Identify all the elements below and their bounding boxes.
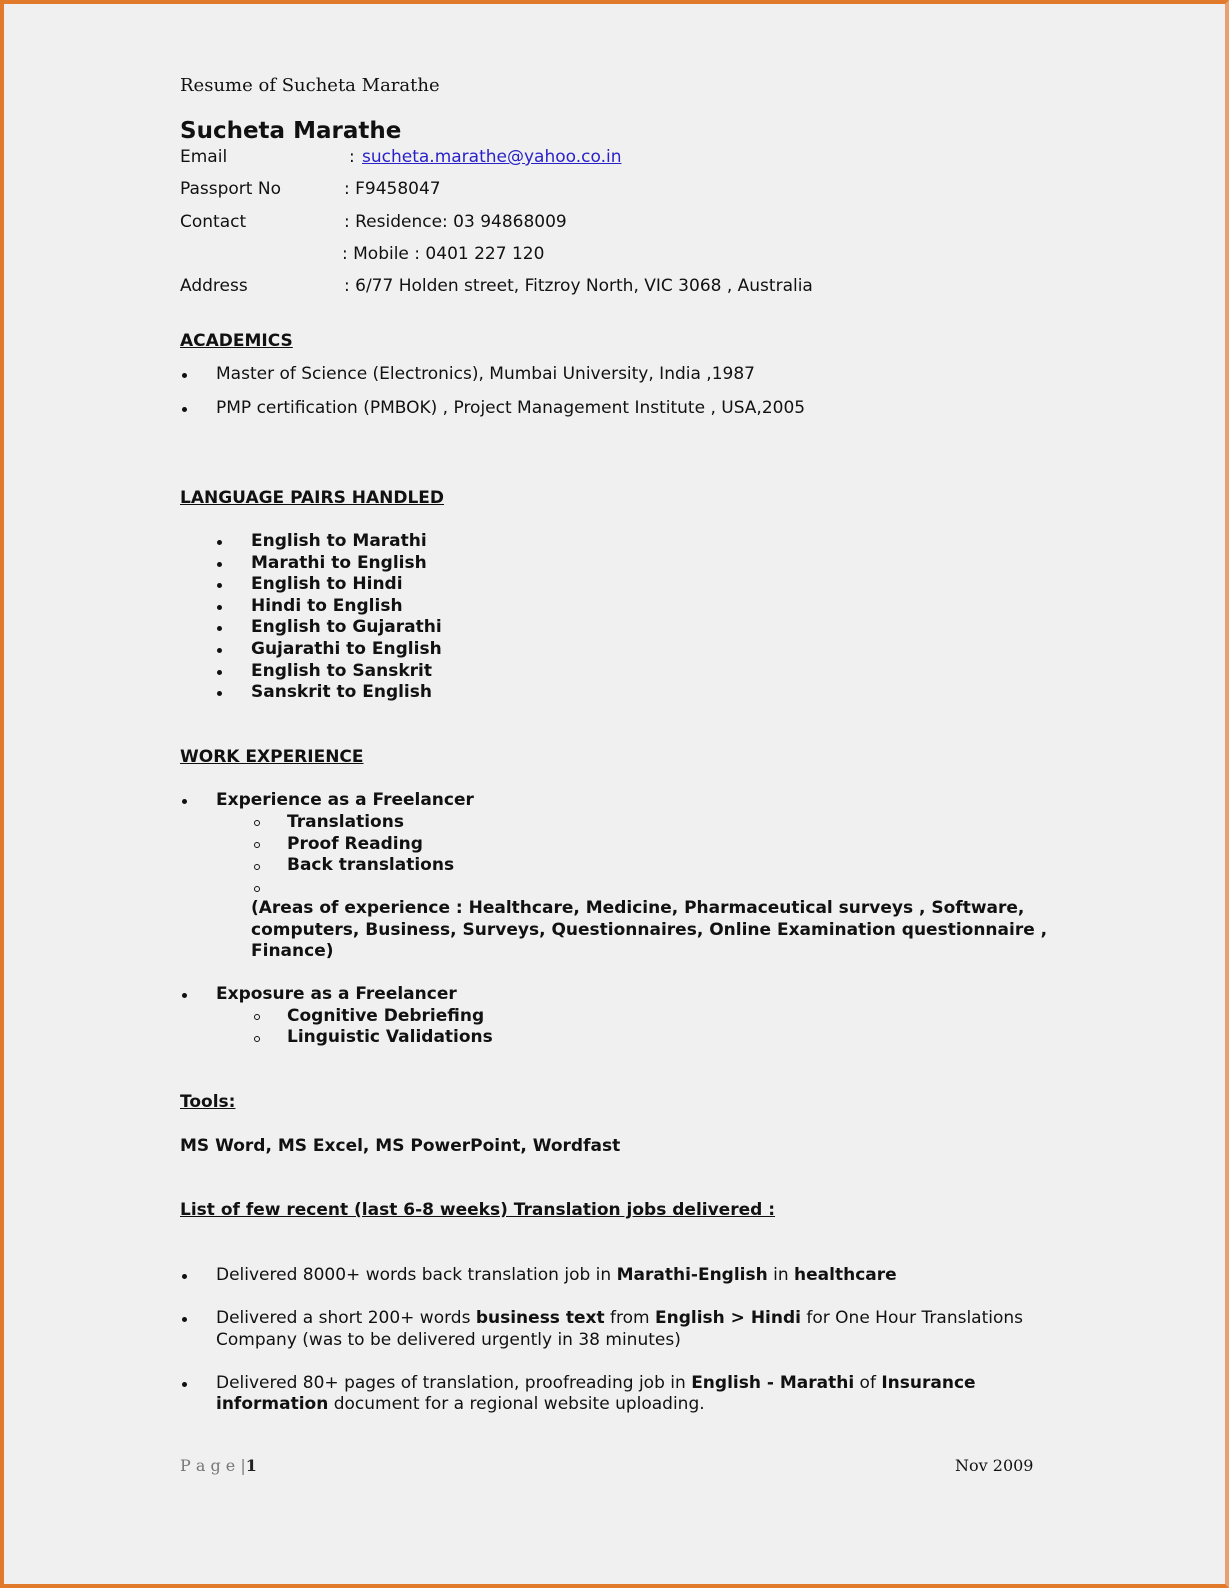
circle-bullet-icon bbox=[254, 1014, 260, 1020]
language-pair: English to Gujarathi bbox=[251, 617, 442, 638]
bullet-icon bbox=[182, 993, 187, 998]
bullet-icon bbox=[217, 540, 222, 545]
exposure-item: Cognitive Debriefing bbox=[287, 1006, 485, 1026]
circle-bullet-icon bbox=[254, 886, 260, 892]
job-text: Delivered a short 200+ words bbox=[216, 1308, 476, 1328]
circle-bullet-icon bbox=[254, 864, 260, 870]
circle-bullet-icon bbox=[254, 820, 260, 826]
experience-item: Back translations bbox=[287, 855, 455, 875]
page-label: P a g e bbox=[180, 1456, 236, 1475]
circle-bullet-icon bbox=[254, 1036, 260, 1042]
address-label: Address bbox=[180, 276, 248, 296]
tools-heading: Tools: bbox=[180, 1092, 236, 1112]
document-title: Resume of Sucheta Marathe bbox=[180, 75, 440, 96]
work-heading: WORK EXPERIENCE bbox=[180, 747, 364, 767]
areas-line: computers, Business, Surveys, Questionnaires, Online Examination questionnaire , bbox=[251, 920, 1048, 940]
bullet-icon bbox=[182, 1274, 187, 1279]
email-label: Email bbox=[180, 147, 228, 167]
bullet-icon bbox=[217, 605, 222, 610]
exposure-title: Exposure as a Freelancer bbox=[216, 984, 457, 1004]
job-text: Delivered 8000+ words back translation job in bbox=[216, 1265, 617, 1285]
bullet-icon bbox=[217, 670, 222, 675]
passport-value: : F9458047 bbox=[344, 179, 441, 199]
bullet-icon bbox=[217, 648, 222, 653]
freelancer-experience-title: Experience as a Freelancer bbox=[216, 790, 474, 810]
job-text-bold: English - Marathi bbox=[691, 1373, 855, 1393]
address-value: : 6/77 Holden street, Fitzroy North, VIC 3068 , Australia bbox=[344, 276, 813, 296]
language-pair: English to Sanskrit bbox=[251, 660, 432, 681]
passport-label: Passport No bbox=[180, 179, 281, 199]
job-text: for One Hour Translations bbox=[800, 1308, 1024, 1328]
circle-bullet-icon bbox=[254, 842, 260, 848]
job-text: Company (was to be delivered urgently in 38 minutes) bbox=[216, 1330, 681, 1350]
language-pair: Gujarathi to English bbox=[251, 639, 442, 659]
job-text-bold: English > Hindi bbox=[654, 1308, 801, 1328]
bullet-icon bbox=[182, 1382, 187, 1387]
job-item bbox=[216, 1264, 897, 1286]
job-item bbox=[216, 1393, 705, 1415]
jobs-heading: List of few recent (last 6-8 weeks) Translation jobs delivered : bbox=[180, 1200, 776, 1220]
language-pair: English to Marathi bbox=[251, 531, 427, 551]
language-pair: Marathi to English bbox=[251, 552, 427, 573]
bullet-icon bbox=[182, 407, 187, 412]
page-footer-label bbox=[180, 1455, 257, 1477]
job-item bbox=[216, 1307, 1023, 1329]
academics-heading: ACADEMICS bbox=[180, 331, 293, 351]
mobile-phone: : Mobile : 0401 227 120 bbox=[342, 244, 545, 264]
job-text-bold: information bbox=[216, 1394, 329, 1414]
job-text-bold: Marathi-English bbox=[616, 1265, 768, 1285]
areas-line: (Areas of experience : Healthcare, Medicine, Pharmaceutical surveys , Software, bbox=[251, 898, 1025, 918]
language-pair: Hindi to English bbox=[251, 595, 403, 616]
bullet-icon bbox=[217, 562, 222, 567]
job-text: Delivered 80+ pages of translation, proofreading job in bbox=[216, 1373, 692, 1393]
job-text-bold: Insurance bbox=[881, 1373, 976, 1393]
bullet-icon bbox=[182, 373, 187, 378]
job-text: from bbox=[604, 1308, 655, 1328]
exposure-item: Linguistic Validations bbox=[287, 1027, 493, 1047]
academic-item: PMP certification (PMBOK) , Project Management Institute , USA,2005 bbox=[216, 398, 806, 418]
job-text: in bbox=[767, 1265, 795, 1285]
candidate-name: Sucheta Marathe bbox=[180, 118, 402, 144]
footer-date: Nov 2009 bbox=[955, 1456, 1034, 1475]
experience-item: Translations bbox=[287, 812, 404, 832]
languages-heading: LANGUAGE PAIRS HANDLED bbox=[180, 488, 445, 508]
bullet-icon bbox=[182, 799, 187, 804]
email-separator: : bbox=[349, 147, 355, 167]
job-text: document for a regional website uploading. bbox=[328, 1394, 705, 1414]
page-number: 1 bbox=[245, 1456, 257, 1475]
tools-list: MS Word, MS Excel, MS PowerPoint, Wordfast bbox=[180, 1136, 621, 1156]
job-item bbox=[216, 1372, 976, 1394]
bullet-icon bbox=[182, 1317, 187, 1322]
email-link[interactable]: sucheta.marathe@yahoo.co.in bbox=[362, 147, 622, 167]
contact-label: Contact bbox=[180, 212, 247, 232]
language-pair: English to Hindi bbox=[251, 574, 403, 595]
residence-phone: : Residence: 03 94868009 bbox=[344, 212, 567, 232]
job-text: of bbox=[854, 1373, 882, 1393]
academic-item: Master of Science (Electronics), Mumbai University, India ,1987 bbox=[216, 364, 755, 384]
experience-item: Proof Reading bbox=[287, 834, 423, 854]
job-text-bold: business text bbox=[475, 1308, 605, 1328]
page-separator: | bbox=[240, 1456, 246, 1475]
job-text-bold: healthcare bbox=[794, 1265, 897, 1285]
areas-line: Finance) bbox=[251, 941, 334, 961]
language-pair: Sanskrit to English bbox=[251, 682, 432, 703]
